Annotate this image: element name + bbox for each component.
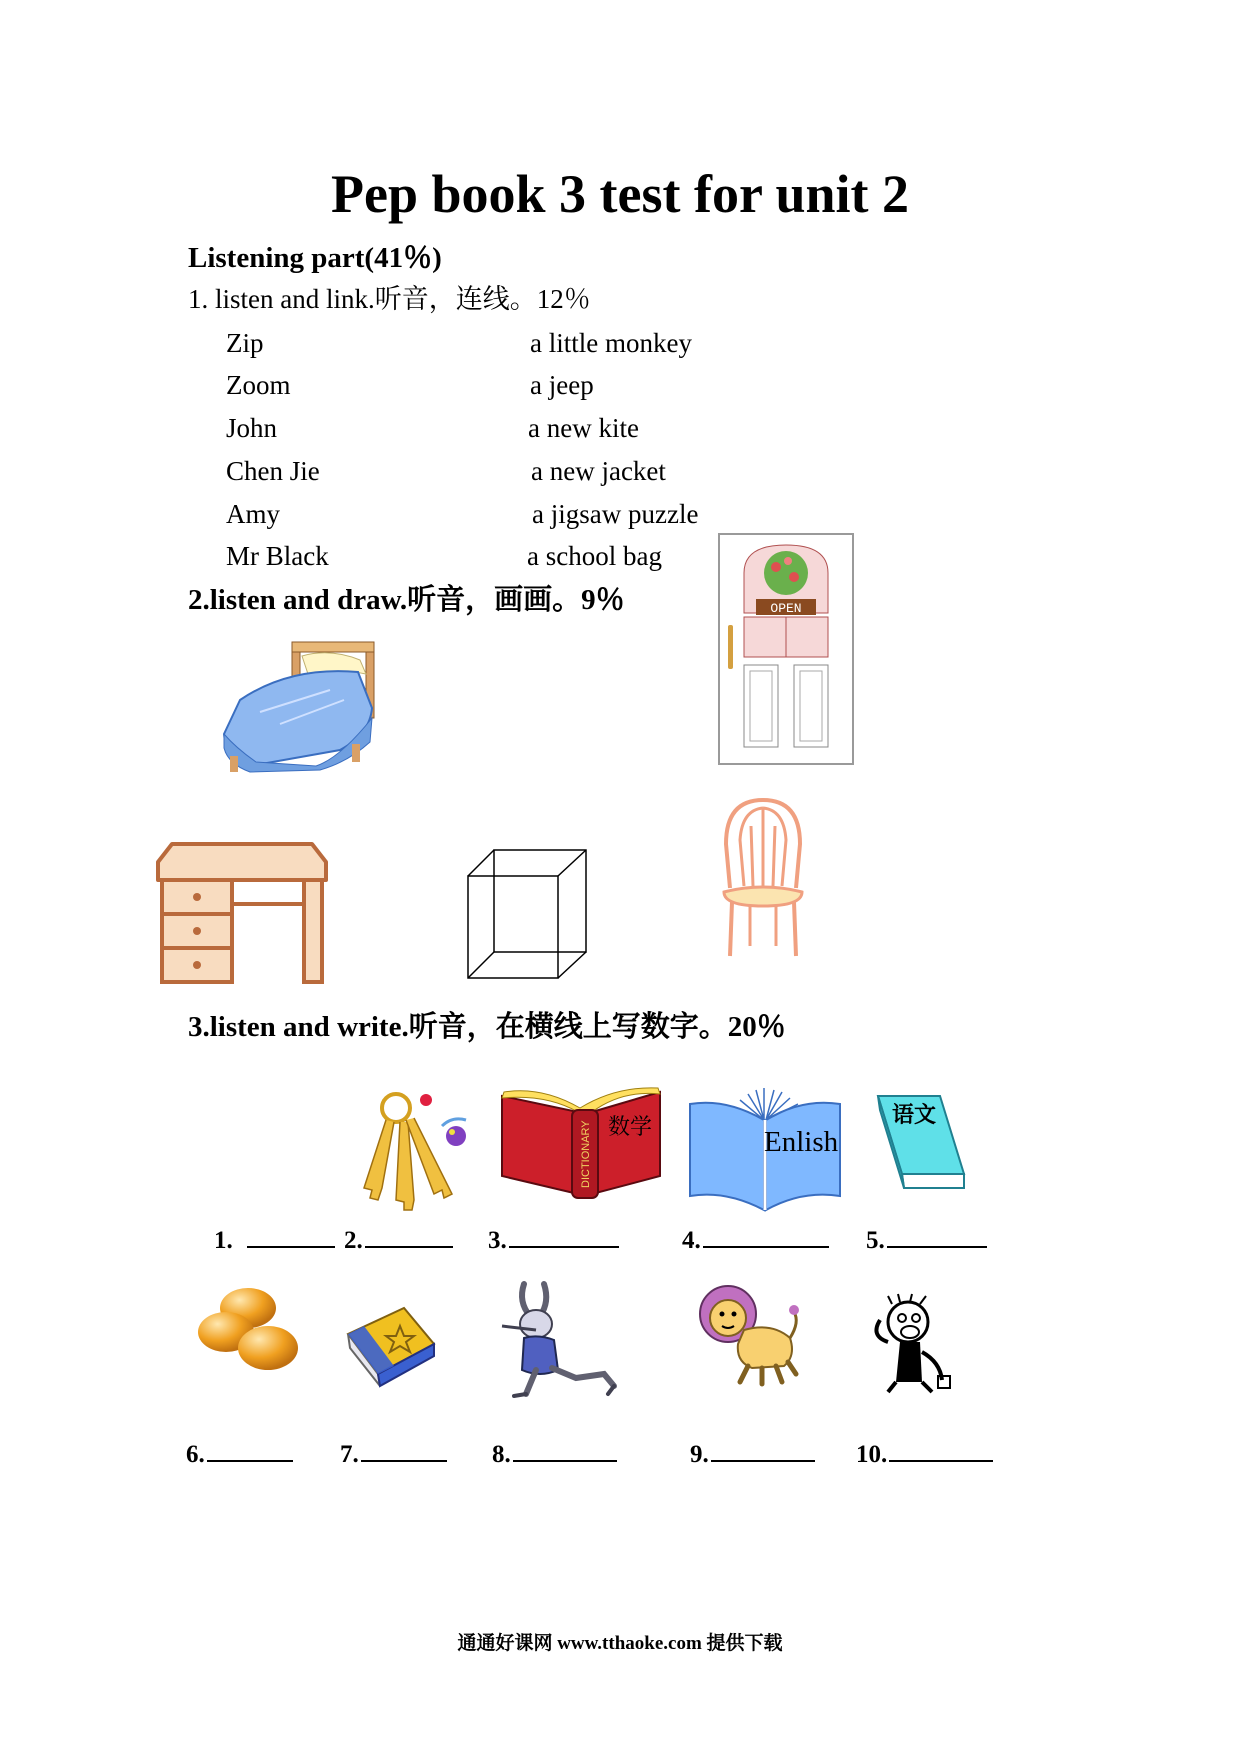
blank-number: 7. — [340, 1441, 359, 1468]
answer-blank-2[interactable] — [344, 1222, 453, 1256]
chair-icon — [722, 796, 804, 960]
link-item-5: a jigsaw puzzle — [532, 499, 699, 529]
blank-number: 5. — [866, 1227, 885, 1254]
blank-number: 3. — [488, 1227, 507, 1254]
listening-part-heading: Listening part(41％) — [188, 242, 442, 274]
monkey-icon — [870, 1296, 956, 1396]
link-item-4: a new jacket — [531, 456, 666, 486]
door-sign: OPEN — [770, 601, 802, 616]
blank-number: 4. — [682, 1227, 701, 1254]
answer-blank-8[interactable] — [492, 1436, 617, 1470]
blank-number: 8. — [492, 1441, 511, 1468]
listen-write-heading: 3.listen and write.听音，在横线上写数字。20％ — [188, 1011, 786, 1043]
blank-number: 2. — [344, 1227, 363, 1254]
answer-blank-1[interactable] — [214, 1222, 335, 1256]
door-icon — [718, 533, 854, 765]
answer-blank-10[interactable] — [856, 1436, 993, 1470]
link-name-3: John — [226, 413, 278, 443]
answer-blank-4[interactable] — [682, 1222, 829, 1256]
link-name-1: Zip — [226, 328, 264, 358]
rabbit-icon — [496, 1282, 620, 1398]
page-footer: 通通好课网 www.tthaoke.com 提供下载 — [457, 1633, 783, 1654]
link-item-2: a jeep — [530, 370, 594, 400]
blank-number: 9. — [690, 1441, 709, 1468]
answer-blank-3[interactable] — [488, 1222, 619, 1256]
question-1-label: 1. listen and link.听音，连线。12％ — [188, 284, 591, 314]
answer-blank-5[interactable] — [866, 1222, 987, 1256]
link-item-6: a school bag — [527, 541, 662, 571]
link-name-5: Amy — [226, 499, 280, 529]
math-book-label: 数学 — [608, 1115, 653, 1140]
blank-number: 1. — [214, 1227, 233, 1254]
lion-icon — [692, 1282, 804, 1388]
link-name-2: Zoom — [226, 370, 291, 400]
listen-draw-heading: 2.listen and draw.听音，画画。9％ — [188, 584, 625, 616]
link-name-4: Chen Jie — [226, 456, 320, 486]
keys-icon — [356, 1090, 472, 1216]
link-item-1: a little monkey — [530, 328, 692, 358]
blank-number: 6. — [186, 1441, 205, 1468]
dictionary-icon — [496, 1082, 666, 1200]
eggs-icon — [196, 1286, 300, 1374]
chinese-book-label: 语文 — [892, 1103, 937, 1128]
desk-icon — [156, 840, 328, 986]
box-outline-icon — [464, 846, 592, 984]
link-name-6: Mr Black — [226, 541, 329, 571]
dictionary-spine-label: DICTIONARY — [580, 1120, 592, 1188]
page-title: Pep book 3 test for unit 2 — [330, 164, 910, 224]
blank-number: 10. — [856, 1441, 888, 1468]
answer-blank-9[interactable] — [690, 1436, 815, 1470]
answer-blank-6[interactable] — [186, 1436, 293, 1470]
answer-blank-7[interactable] — [340, 1436, 447, 1470]
link-item-3: a new kite — [528, 413, 639, 443]
bed-icon — [220, 638, 380, 778]
english-book-label: Enlish — [764, 1126, 839, 1158]
eraser-icon — [344, 1304, 438, 1390]
